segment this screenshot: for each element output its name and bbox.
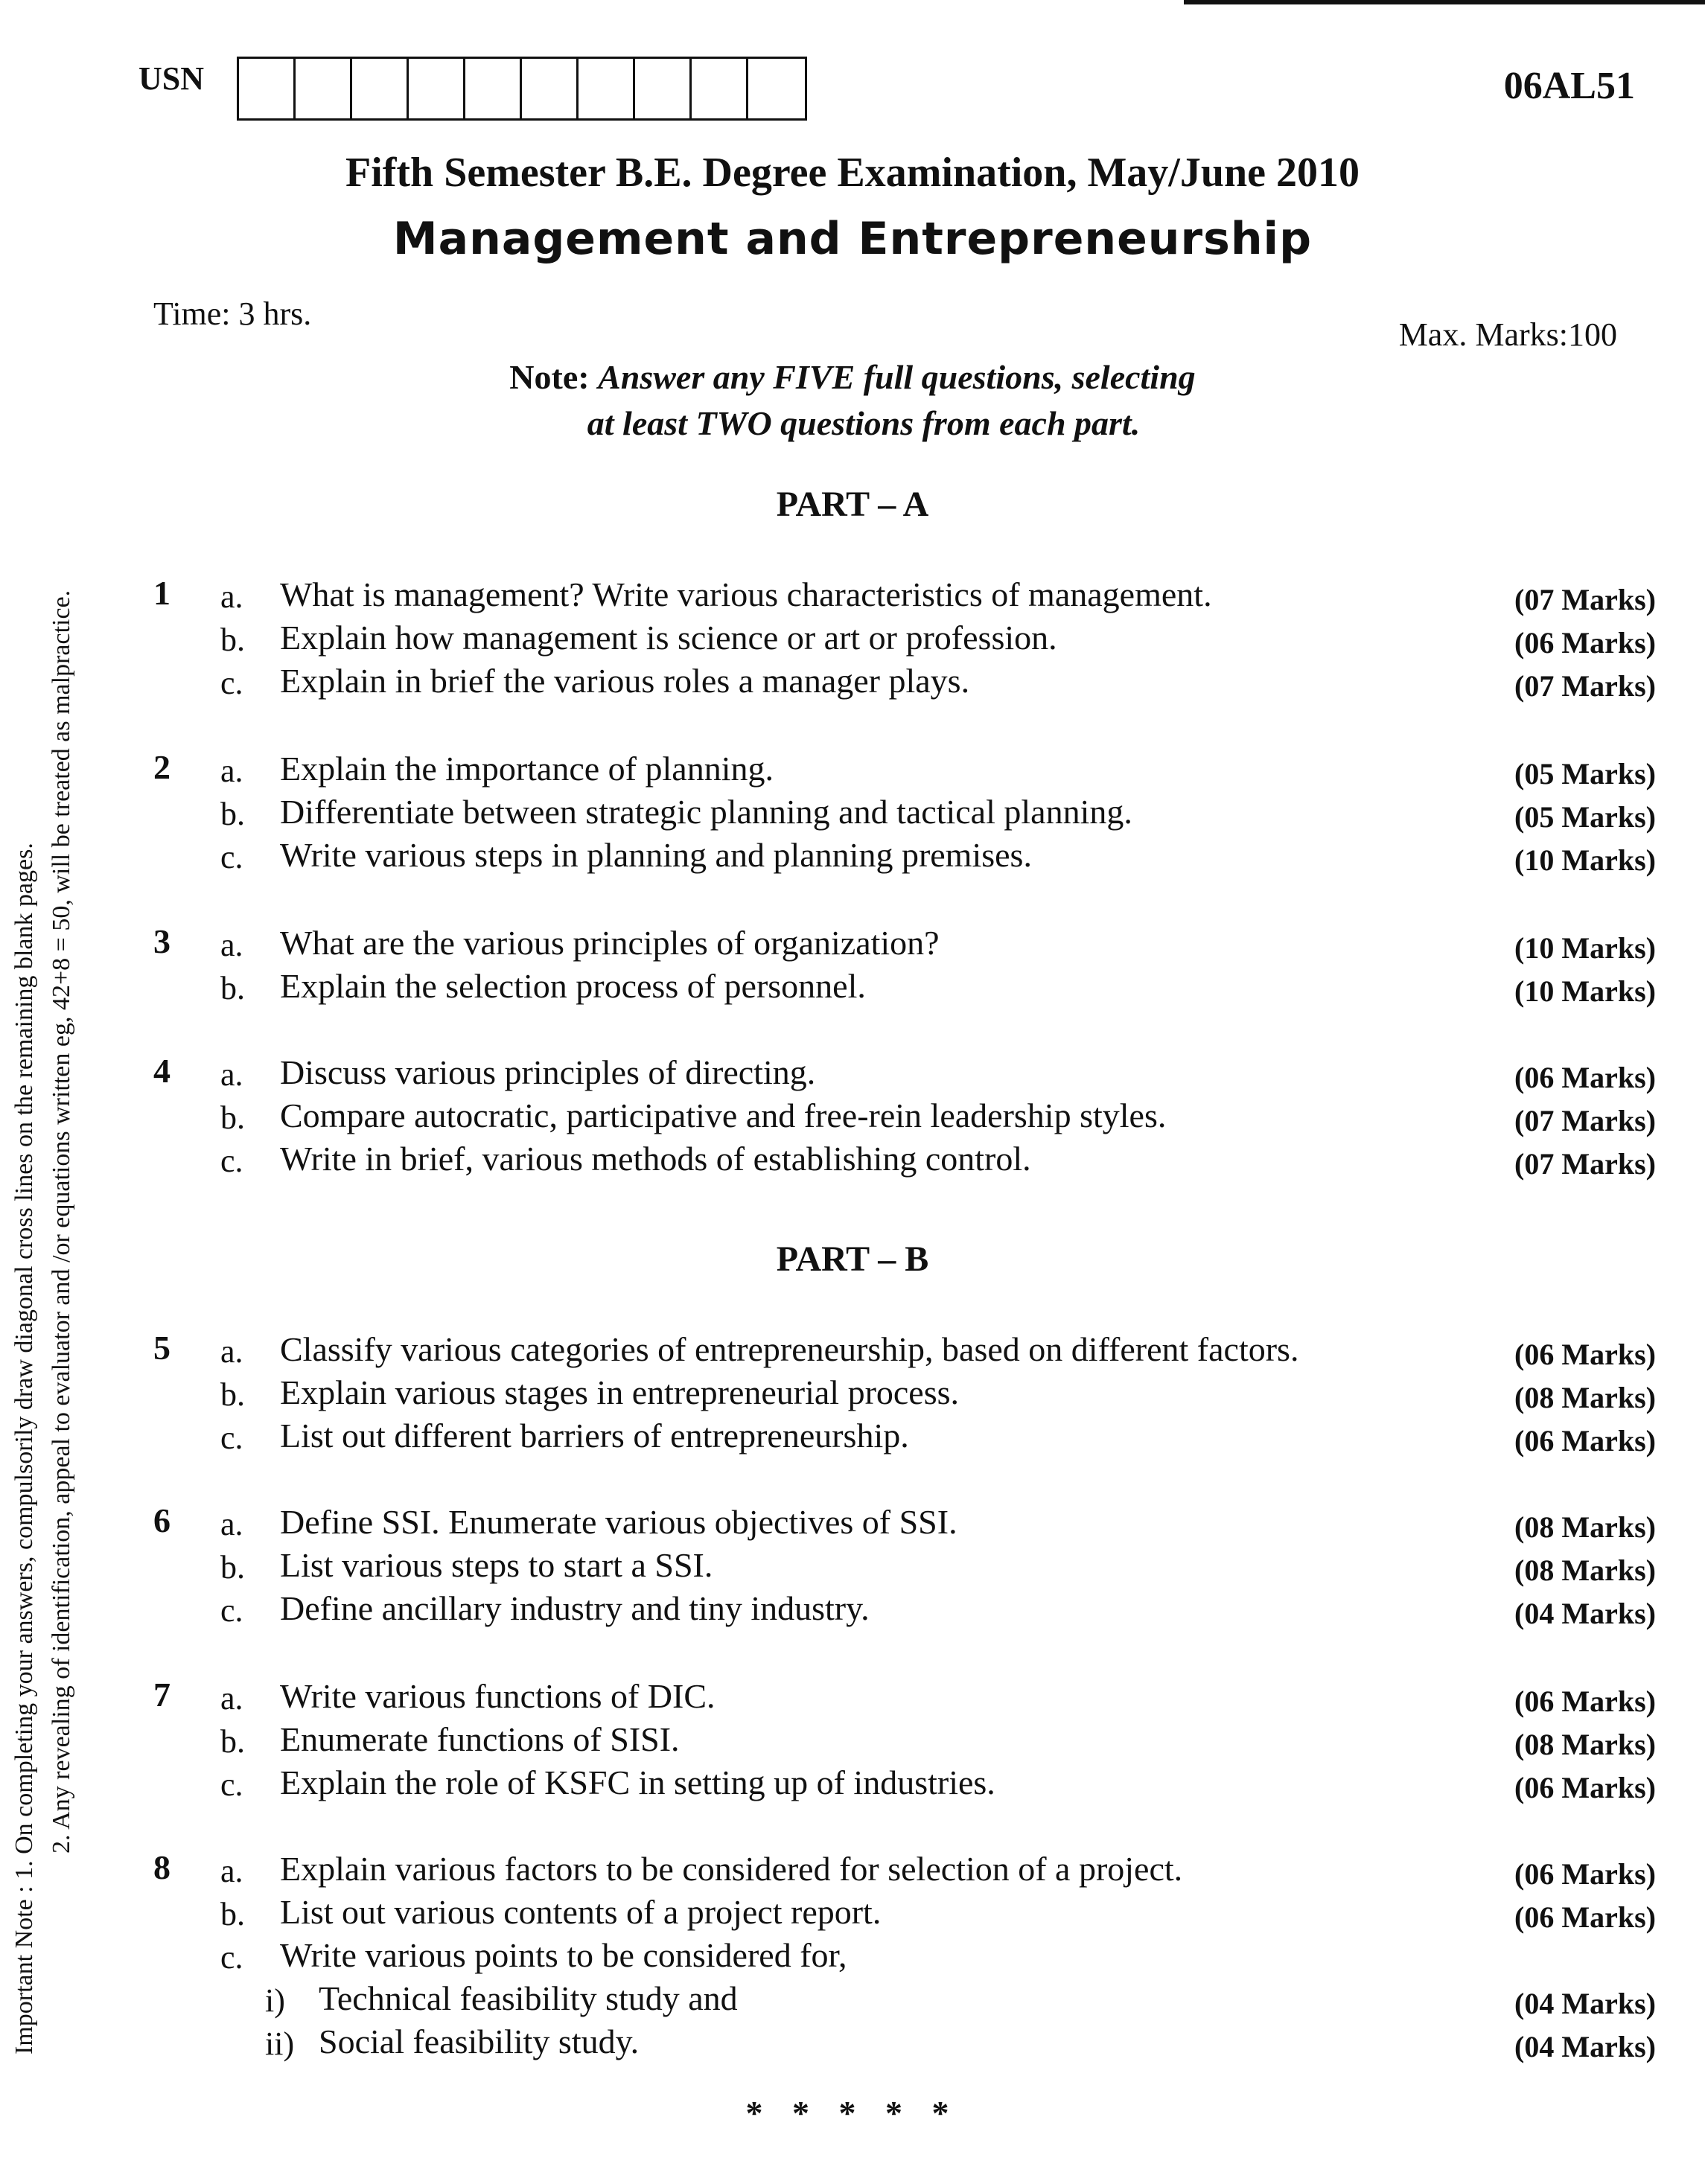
usn-cell — [239, 59, 296, 118]
marks-allotted: (04 Marks) — [1514, 1597, 1656, 1630]
sub-question-label: b. — [220, 1549, 245, 1586]
side-note-line-1: Important Note : 1. On completing your answers, compulsorily draw diagonal cross lines on the remaining blank pages. — [10, 843, 38, 2054]
note-label: Note: — [509, 358, 590, 396]
usn-cell — [522, 59, 579, 118]
marks-allotted: (07 Marks) — [1514, 583, 1656, 616]
top-edge-rule — [1184, 0, 1705, 4]
sub-question-text: Define ancillary industry and tiny industry. — [280, 1589, 870, 1627]
sub-question-label: c. — [220, 1592, 243, 1629]
usn-cell — [352, 59, 409, 118]
usn-cell — [465, 59, 522, 118]
marks-allotted: (08 Marks) — [1514, 1728, 1656, 1761]
sub-question-text: Write in brief, various methods of establishing control. — [280, 1140, 1031, 1178]
sub-question-label: a. — [220, 1333, 243, 1370]
sub-question-text: What is management? Write various characteristics of management. — [280, 575, 1212, 613]
question-number: 4 — [153, 1052, 170, 1090]
sub-question-label: c. — [220, 665, 243, 701]
usn-cell — [635, 59, 692, 118]
sub-question-text: Compare autocratic, participative and free-rein leadership styles. — [280, 1096, 1167, 1134]
sub-question-label: b. — [220, 796, 245, 832]
sub-question-text: Explain in brief the various roles a manager plays. — [280, 662, 970, 700]
sub-question-text: Explain the role of KSFC in setting up of industries. — [280, 1763, 995, 1801]
sub-question-text: Explain how management is science or art or profession. — [280, 619, 1057, 657]
sub-question-text: Define SSI. Enumerate various objectives of SSI. — [280, 1503, 957, 1541]
sub-question-label: b. — [220, 1723, 245, 1760]
question-number: 8 — [153, 1848, 170, 1886]
sub-question-text: Write various functions of DIC. — [280, 1677, 716, 1715]
sub-question-label: a. — [220, 1056, 243, 1093]
note-line-1: Answer any FIVE full questions, selecting — [598, 358, 1196, 396]
max-marks: Max. Marks:100 — [1398, 316, 1617, 353]
marks-allotted: (10 Marks) — [1514, 931, 1656, 965]
marks-allotted: (10 Marks) — [1514, 843, 1656, 877]
sub-question-text: Technical feasibility study and — [319, 1979, 738, 2017]
time-allowed: Time: 3 hrs. — [153, 296, 312, 332]
marks-allotted: (10 Marks) — [1514, 974, 1656, 1008]
marks-allotted: (08 Marks) — [1514, 1554, 1656, 1587]
sub-question-text: Enumerate functions of SISI. — [280, 1720, 680, 1758]
sub-question-label: a. — [220, 1853, 243, 1889]
marks-allotted: (08 Marks) — [1514, 1510, 1656, 1544]
instructions-note — [0, 354, 1705, 447]
marks-allotted: (08 Marks) — [1514, 1381, 1656, 1414]
sub-question-label: a. — [220, 1506, 243, 1542]
question-number: 1 — [153, 574, 170, 612]
sub-question-text: Write various steps in planning and planning premises. — [280, 836, 1032, 874]
sub-question-label: i) — [265, 1982, 285, 2019]
marks-allotted: (04 Marks) — [1514, 1987, 1656, 2020]
question-number: 2 — [153, 748, 170, 786]
marks-allotted: (07 Marks) — [1514, 669, 1656, 703]
sub-question-text: Classify various categories of entrepreneurship, based on different factors. — [280, 1330, 1299, 1368]
subject-code: 06AL51 — [1503, 65, 1635, 107]
marks-allotted: (06 Marks) — [1514, 1900, 1656, 1934]
marks-allotted: (05 Marks) — [1514, 800, 1656, 834]
side-note-line-2: 2. Any revealing of identification, appeal to evaluator and /or equations written eg, 42+8 = 50, will be treated as malpractice. — [48, 590, 75, 1853]
sub-question-text: Discuss various principles of directing. — [280, 1053, 816, 1091]
usn-cell — [692, 59, 748, 118]
sub-question-label: b. — [220, 1896, 245, 1932]
sub-question-text: What are the various principles of organization? — [280, 924, 940, 962]
sub-question-label: a. — [220, 753, 243, 789]
usn-cell — [748, 59, 805, 118]
sub-question-label: b. — [220, 970, 245, 1006]
sub-question-text: Explain various factors to be considered for selection of a project. — [280, 1850, 1183, 1888]
sub-question-label: c. — [220, 1939, 243, 1976]
marks-allotted: (07 Marks) — [1514, 1147, 1656, 1181]
sub-question-label: b. — [220, 1376, 245, 1413]
question-number: 6 — [153, 1501, 170, 1539]
sub-question-label: c. — [220, 1766, 243, 1803]
marks-allotted: (06 Marks) — [1514, 1685, 1656, 1718]
question-number: 7 — [153, 1676, 170, 1714]
usn-cell — [579, 59, 635, 118]
sub-question-label: a. — [220, 578, 243, 615]
sub-question-label: c. — [220, 1420, 243, 1456]
sub-question-text: Differentiate between strategic planning and tactical planning. — [280, 793, 1132, 831]
part-b-title: PART – B — [776, 1239, 929, 1279]
sub-question-text: List out different barriers of entrepreneurship. — [280, 1417, 909, 1455]
sub-question-label: a. — [220, 927, 243, 963]
sub-question-label: a. — [220, 1680, 243, 1717]
note-line-2: at least TWO questions from each part. — [587, 404, 1141, 442]
usn-cell — [409, 59, 465, 118]
sub-question-label: b. — [220, 622, 245, 658]
sub-question-text: Explain various stages in entrepreneurial process. — [280, 1373, 960, 1411]
question-number: 5 — [153, 1329, 170, 1367]
exam-title: Fifth Semester B.E. Degree Examination, May/June 2010 — [345, 150, 1360, 196]
sub-question-text: Social feasibility study. — [319, 2022, 640, 2060]
part-a-title: PART – A — [776, 485, 929, 524]
marks-allotted: (06 Marks) — [1514, 1857, 1656, 1891]
usn-cell — [296, 59, 352, 118]
marks-allotted: (05 Marks) — [1514, 757, 1656, 791]
sub-question-label: c. — [220, 839, 243, 875]
usn-entry-boxes — [237, 57, 807, 121]
sub-question-label: b. — [220, 1099, 245, 1136]
marks-allotted: (06 Marks) — [1514, 1424, 1656, 1457]
subject-title: Management and Entrepreneurship — [392, 213, 1313, 265]
marks-allotted: (07 Marks) — [1514, 1104, 1656, 1137]
marks-allotted: (06 Marks) — [1514, 626, 1656, 660]
sub-question-label: ii) — [265, 2025, 295, 2062]
end-stars: * * * * * — [745, 2094, 960, 2132]
usn-label: USN — [138, 60, 205, 97]
marks-allotted: (04 Marks) — [1514, 2030, 1656, 2063]
marks-allotted: (06 Marks) — [1514, 1061, 1656, 1094]
sub-question-text: Explain the importance of planning. — [280, 750, 774, 788]
question-number: 3 — [153, 922, 170, 960]
sub-question-label: c. — [220, 1143, 243, 1179]
sub-question-text: Write various points to be considered for, — [280, 1936, 847, 1974]
marks-allotted: (06 Marks) — [1514, 1771, 1656, 1804]
sub-question-text: Explain the selection process of personnel. — [280, 967, 866, 1005]
sub-question-text: List out various contents of a project report. — [280, 1893, 882, 1931]
marks-allotted: (06 Marks) — [1514, 1338, 1656, 1371]
sub-question-text: List various steps to start a SSI. — [280, 1546, 713, 1584]
